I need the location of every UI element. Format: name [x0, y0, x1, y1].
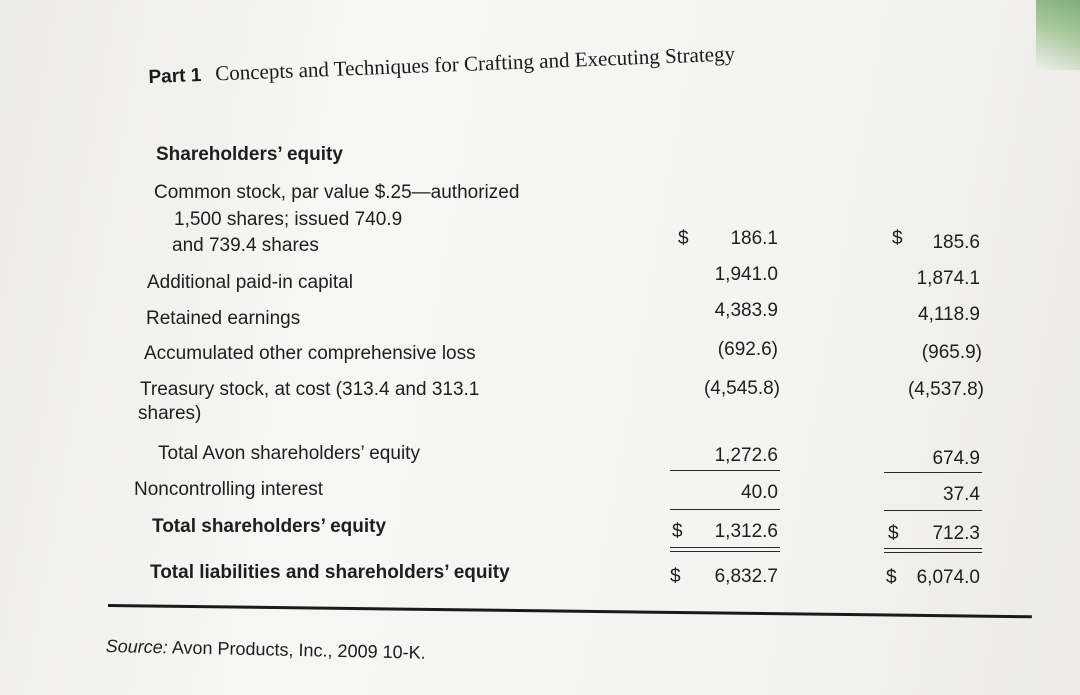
total-avon-col1-rule	[670, 470, 780, 471]
total-liabilities-col2: 6,074.0	[916, 567, 980, 588]
total-avon-col2-rule	[884, 472, 982, 473]
retained-label: Retained earnings	[146, 308, 301, 329]
common-stock-col2-dollar: $	[892, 228, 903, 249]
noncontrolling-col1: 40.0	[741, 482, 778, 503]
treasury-col1: (4,545.8)	[703, 378, 780, 399]
source-text: Avon Products, Inc., 2009 10-K.	[171, 637, 426, 663]
common-stock-label-2: 1,500 shares; issued 740.9	[174, 209, 403, 230]
total-equity-col2-double-rule	[884, 548, 982, 553]
treasury-label-2: shares)	[138, 403, 202, 424]
noncontrolling-col2: 37.4	[943, 484, 980, 505]
common-stock-label-3: and 739.4 shares	[172, 235, 319, 256]
total-equity-col1-dollar: $	[672, 521, 683, 542]
section-heading: Shareholders’ equity	[156, 144, 343, 165]
treasury-label-1: Treasury stock, at cost (313.4 and 313.1	[140, 379, 480, 400]
apic-label: Additional paid-in capital	[147, 272, 353, 293]
total-avon-col1: 1,272.6	[714, 445, 778, 466]
treasury-col2: (4,537.8)	[907, 379, 984, 400]
apic-col2: 1,874.1	[916, 268, 980, 289]
page-corner-tab	[1036, 0, 1080, 70]
total-liabilities-col1-dollar: $	[670, 566, 681, 587]
aocl-col1: (692.6)	[717, 339, 778, 360]
retained-col2: 4,118.9	[918, 304, 980, 325]
aocl-label: Accumulated other comprehensive loss	[144, 343, 476, 364]
total-liabilities-label: Total liabilities and shareholders’ equity	[150, 562, 510, 583]
common-stock-col1: 186.1	[730, 228, 778, 249]
noncontrolling-col2-rule	[884, 510, 982, 511]
noncontrolling-col1-rule	[670, 509, 780, 510]
common-stock-col1-dollar: $	[678, 228, 689, 249]
total-equity-col2-dollar: $	[888, 523, 899, 544]
part-title: Concepts and Techniques for Crafting and Executing Strategy	[214, 41, 736, 86]
part-label: Part 1	[148, 64, 202, 88]
apic-col1: 1,941.0	[714, 264, 778, 285]
aocl-col2: (965.9)	[921, 342, 982, 363]
total-liabilities-col2-dollar: $	[886, 567, 897, 588]
total-equity-col1-double-rule	[670, 547, 780, 552]
total-avon-col2: 674.9	[932, 448, 980, 469]
total-liabilities-col1: 6,832.7	[714, 566, 778, 587]
common-stock-label-1: Common stock, par value $.25—authorized	[154, 182, 520, 203]
common-stock-col2: 185.6	[932, 232, 980, 253]
total-avon-label: Total Avon shareholders’ equity	[158, 443, 420, 464]
retained-col1: 4,383.9	[714, 300, 778, 321]
total-equity-col2: 712.3	[932, 523, 980, 544]
total-equity-label: Total shareholders’ equity	[152, 516, 387, 537]
total-equity-col1: 1,312.6	[714, 521, 778, 542]
noncontrolling-label: Noncontrolling interest	[134, 479, 324, 500]
source-prefix: Source:	[105, 636, 169, 658]
